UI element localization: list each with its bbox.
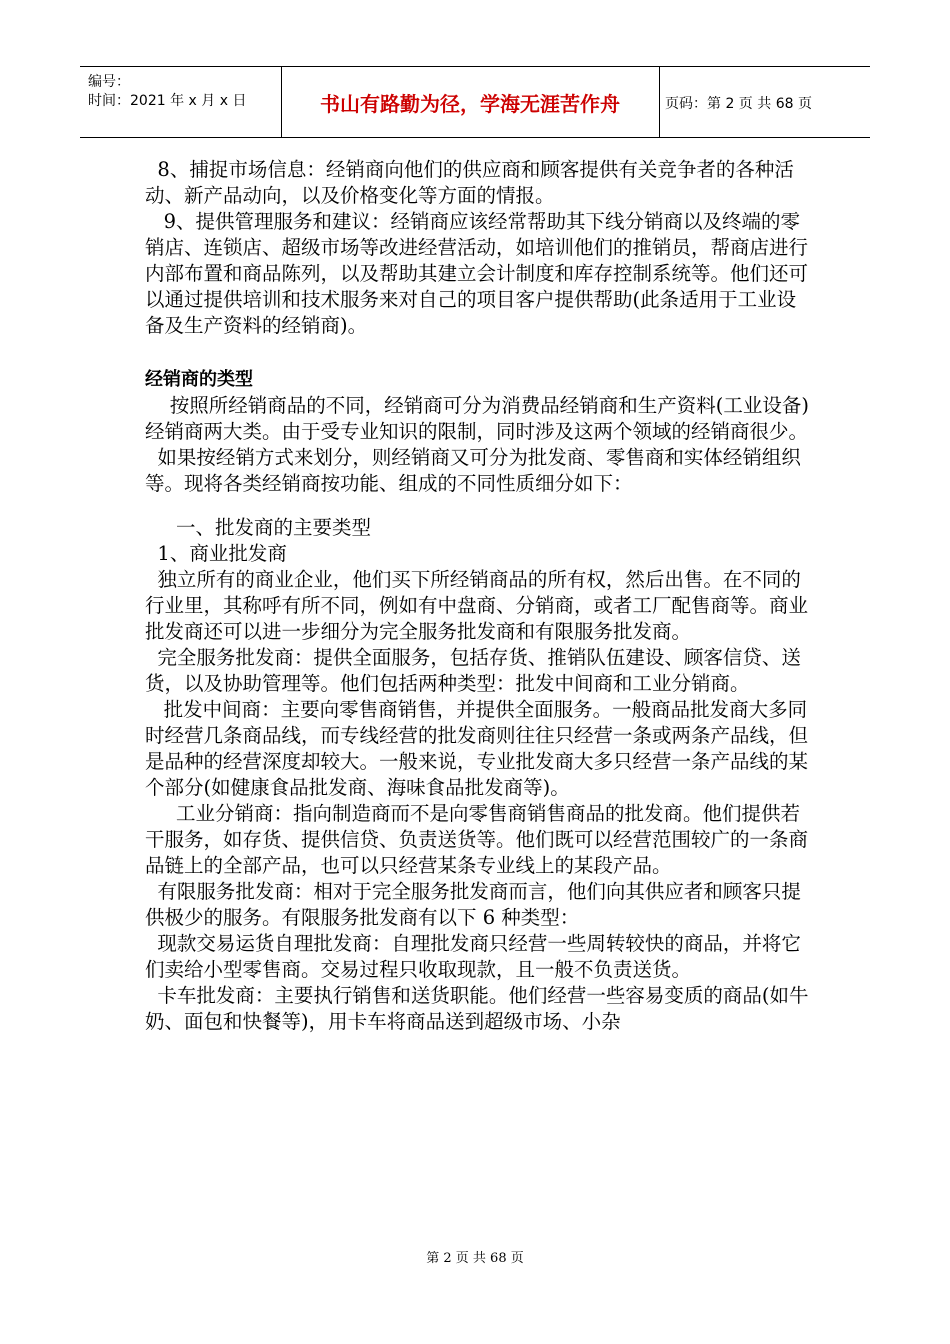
document-number-label: 编号：	[88, 74, 130, 90]
page-footer: 第 2 页 共 68 页	[426, 1251, 524, 1266]
section-title: 经销商的类型	[145, 369, 253, 390]
paragraph: 9、提供管理服务和建议：经销商应该经常帮助其下线分销商以及终端的零销店、连锁店、超级市场等改进经营活动，如培训他们的推销员，帮商店进行内部布置和商品陈列，以及帮助其建立会计制度和库存控制系统等。他们还可以通过提供培训和技术服务来对自己的项目客户提供帮助(此条适用于工业设备及生产资料的经销商)。	[145, 210, 809, 337]
header-meta	[88, 73, 246, 111]
subheading: 1、商业批发商	[145, 542, 287, 565]
subheading: 一、批发商的主要类型	[145, 516, 372, 539]
page-header	[80, 66, 870, 138]
paragraph: 按照所经销商品的不同，经销商可分为消费品经销商和生产资料(工业设备)经销商两大类。由于受专业知识的限制，同时涉及这两个领域的经销商很少。	[145, 394, 810, 443]
header-motto: 书山有路勤为径，学海无涯苦作舟	[320, 91, 620, 116]
paragraph: 有限服务批发商：相对于完全服务批发商而言，他们向其供应者和顾客只提供极少的服务。有限服务批发商有以下 6 种类型：	[145, 880, 801, 929]
paragraph: 如果按经销方式来划分，则经销商又可分为批发商、零售商和实体经销组织等。现将各类经销商按功能、组成的不同性质细分如下：	[145, 446, 801, 495]
document-body	[145, 157, 810, 1035]
paragraph: 批发中间商：主要向零售商销售，并提供全面服务。一般商品批发商大多同时经营几条商品线，而专线经营的批发商则往往只经营一条或两条产品线，但是品种的经营深度却较大。一般来说，专业批发商大多只经营一条产品线的某个部分(如健康食品批发商、海味食品批发商等)。	[145, 698, 809, 799]
paragraph: 卡车批发商：主要执行销售和送货职能。他们经营一些容易变质的商品(如牛奶、面包和快餐等)，用卡车将商品送到超级市场、小杂	[145, 984, 809, 1033]
paragraph: 现款交易运货自理批发商：自理批发商只经营一些周转较快的商品，并将它们卖给小型零售商。交易过程只收取现款，且一般不负责送货。	[145, 932, 801, 981]
paragraph: 完全服务批发商：提供全面服务，包括存货、推销队伍建设、顾客信贷、送货，以及协助管理等。他们包括两种类型：批发中间商和工业分销商。	[145, 646, 801, 695]
document-time-label: 时间：2021 年 x 月 x 日	[88, 93, 247, 109]
paragraph: 工业分销商：指向制造商而不是向零售商销售商品的批发商。他们提供若干服务，如存货、提供信贷、负责送货等。他们既可以经营范围较广的一条商品链上的全部产品，也可以只经营某条专业线上的某段产品。	[145, 802, 809, 877]
header-divider-right	[659, 67, 660, 137]
paragraph: 独立所有的商业企业，他们买下所经销商品的所有权，然后出售。在不同的行业里，其称呼有所不同，例如有中盘商、分销商，或者工厂配售商等。商业批发商还可以进一步细分为完全服务批发商和有限服务批发商。	[145, 568, 809, 643]
header-page-info: 页码：第 2 页 共 68 页	[665, 96, 812, 112]
paragraph: 8、捕捉市场信息：经销商向他们的供应商和顾客提供有关竞争者的各种活动、新产品动向，以及价格变化等方面的情报。	[145, 158, 794, 207]
